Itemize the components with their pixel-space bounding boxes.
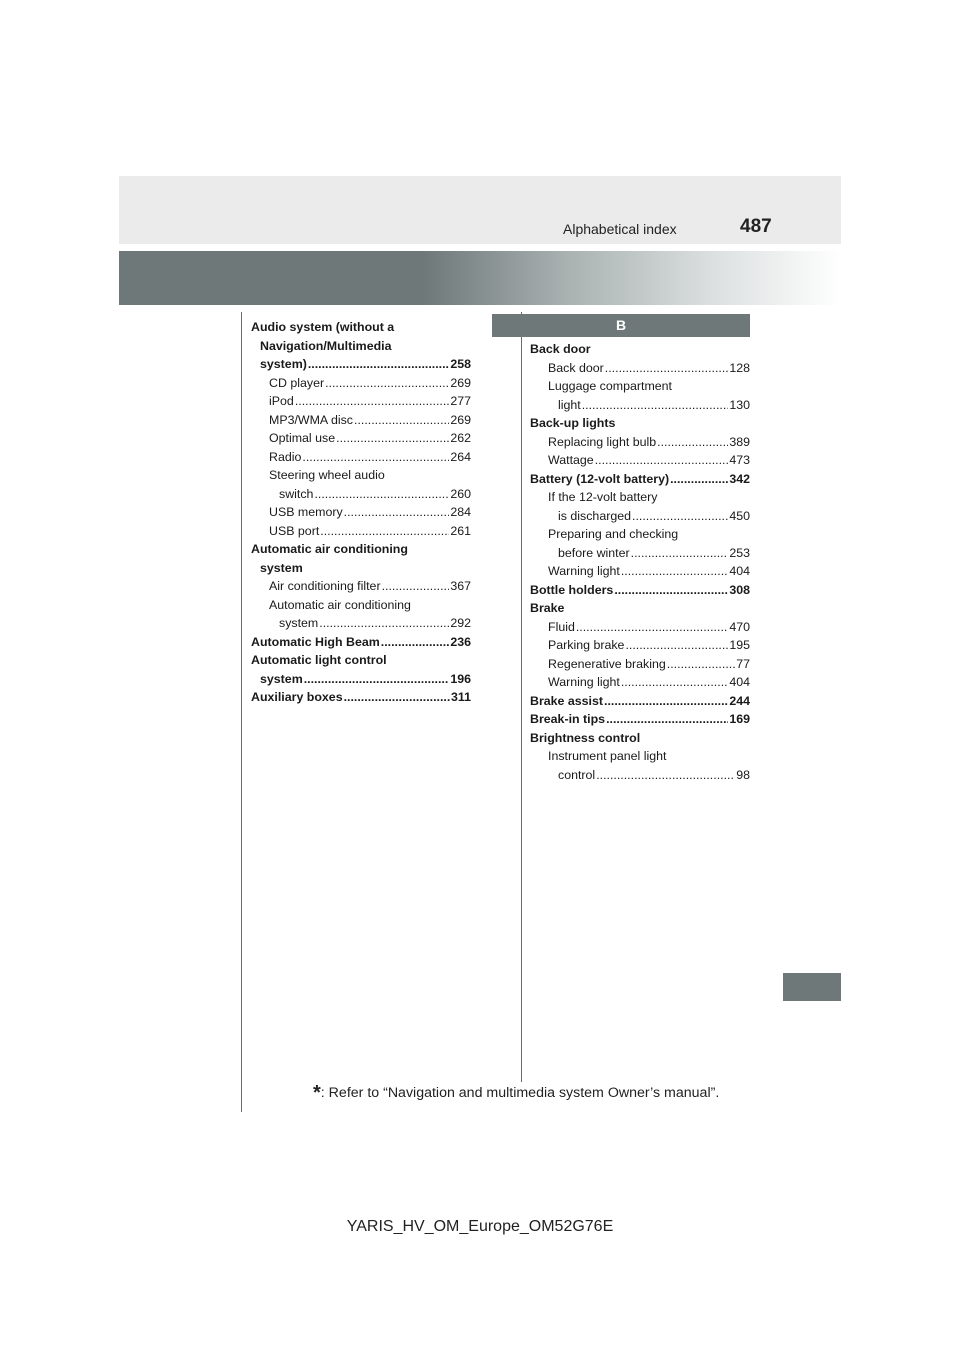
page-ref[interactable]: 389 — [729, 434, 750, 449]
index-entry: Automatic air conditioning — [269, 597, 411, 612]
page-ref[interactable]: 261 — [450, 523, 471, 538]
page-ref[interactable]: 244 — [729, 693, 750, 708]
page-ref[interactable]: 236 — [450, 634, 471, 649]
page-ref[interactable]: 404 — [729, 564, 750, 578]
index-entry: USB memory ..... 284 — [251, 503, 471, 522]
document-code: YARIS_HV_OM_Europe_OM52G76E — [346, 1218, 614, 1235]
index-column-right — [530, 340, 750, 784]
index-entry: light ..... 130 — [530, 396, 750, 415]
page-ref[interactable]: 260 — [450, 486, 471, 501]
page-ref[interactable]: 128 — [729, 360, 750, 375]
index-entry: is discharged ..... 450 — [530, 507, 750, 526]
index-entry: If the 12-volt battery — [548, 490, 658, 504]
page-ref[interactable]: 196 — [450, 671, 471, 686]
index-entry-head: Automatic High Beam ..... 236 — [251, 633, 471, 652]
index-entry: Steering wheel audio — [269, 468, 385, 482]
index-entry-head: Break-in tips ..... 169 — [530, 710, 750, 729]
index-entry: iPod ..... 277 — [251, 392, 471, 411]
index-entry: Optimal use ..... 262 — [251, 429, 471, 448]
header-title: Alphabetical index — [563, 221, 677, 237]
column-divider-middle — [521, 312, 522, 1082]
page-number: 487 — [740, 216, 772, 237]
index-entry: Fluid ..... 470 — [530, 618, 750, 637]
index-entry: system) ..... 258 — [251, 355, 471, 374]
index-entry: Parking brake ..... 195 — [530, 636, 750, 655]
index-entry-head: Navigation/Multimedia — [260, 338, 392, 353]
index-entry-head: Automatic air conditioning — [251, 542, 408, 556]
chapter-bar — [119, 251, 841, 305]
page-ref[interactable]: 404 — [729, 675, 750, 689]
page-ref[interactable]: 284 — [450, 505, 471, 519]
page-ref[interactable]: 253 — [729, 545, 750, 560]
section-header-b: B — [492, 314, 750, 337]
index-entry-head: Battery (12-volt battery) ..... 342 — [530, 470, 750, 489]
index-entry: Radio ..... 264 — [251, 448, 471, 467]
index-entry: Air conditioning filter ..... 367 — [251, 577, 471, 596]
index-entry-head: system ..... 196 — [251, 670, 471, 689]
index-entry: Preparing and checking — [548, 527, 679, 541]
footnote-text: : Refer to “Navigation and multimedia system Owner’s manual”. — [320, 1085, 720, 1101]
column-divider-left — [241, 312, 242, 1112]
index-entry: Back door ..... 128 — [530, 359, 750, 378]
index-entry-head: Brake assist ..... 244 — [530, 692, 750, 711]
header-band — [119, 176, 841, 244]
page-ref[interactable]: 98 — [736, 767, 750, 782]
index-entry: Regenerative braking ..... 77 — [530, 655, 750, 674]
page-ref[interactable]: 169 — [729, 712, 750, 726]
page-ref[interactable]: 258 — [450, 357, 471, 371]
page-ref[interactable]: 269 — [450, 412, 471, 427]
index-entry: Warning light ..... 404 — [530, 673, 750, 692]
index-entry: Wattage ..... 473 — [530, 451, 750, 470]
footnote — [313, 1082, 719, 1105]
index-entry-head: Back-up lights — [530, 416, 616, 430]
index-entry-head: Auxiliary boxes ..... 311 — [251, 688, 471, 707]
index-entry: Warning light ..... 404 — [530, 562, 750, 581]
page-ref[interactable]: 450 — [729, 508, 750, 523]
page-ref[interactable]: 308 — [729, 582, 750, 597]
index-entry-head: Brake — [530, 601, 565, 615]
index-entry-head: Brightness control — [530, 730, 641, 745]
index-entry-head: Bottle holders ..... 308 — [530, 581, 750, 600]
index-column-left — [251, 318, 471, 707]
chapter-tab — [783, 973, 841, 1001]
page-ref[interactable]: 195 — [729, 638, 750, 652]
page-ref[interactable]: 130 — [729, 397, 750, 412]
index-entry-head: Automatic light control — [251, 653, 387, 667]
footnote-marker: * — [313, 1082, 321, 1104]
index-entry-head: system — [260, 560, 303, 575]
index-entry: Luggage compartment — [548, 379, 672, 393]
index-entry: control ..... 98 — [530, 766, 750, 785]
index-entry-head: Back door — [530, 342, 591, 356]
index-entry: Instrument panel light — [548, 749, 667, 763]
index-entry: MP3/WMA disc ..... 269 — [251, 411, 471, 430]
index-entry: switch ..... 260 — [251, 485, 471, 504]
page-ref[interactable]: 292 — [450, 616, 471, 630]
page-ref[interactable]: 311 — [451, 690, 471, 704]
page-ref[interactable]: 473 — [729, 453, 750, 467]
page-ref[interactable]: 470 — [729, 619, 750, 634]
index-entry-head: Audio system (without a — [251, 320, 395, 334]
page-ref[interactable]: 262 — [450, 431, 471, 445]
page-ref[interactable]: 342 — [729, 471, 750, 486]
index-entry: CD player ..... 269 — [251, 374, 471, 393]
index-entry: system ..... 292 — [251, 614, 471, 633]
page-ref[interactable]: 264 — [450, 449, 471, 464]
index-entry: before winter ..... 253 — [530, 544, 750, 563]
page-ref[interactable]: 77 — [736, 656, 750, 671]
index-entry: Replacing light bulb ..... 389 — [530, 433, 750, 452]
page-ref[interactable]: 277 — [450, 394, 471, 408]
page-ref[interactable]: 269 — [450, 375, 471, 390]
index-entry: USB port ..... 261 — [251, 522, 471, 541]
page-ref[interactable]: 367 — [450, 579, 471, 593]
